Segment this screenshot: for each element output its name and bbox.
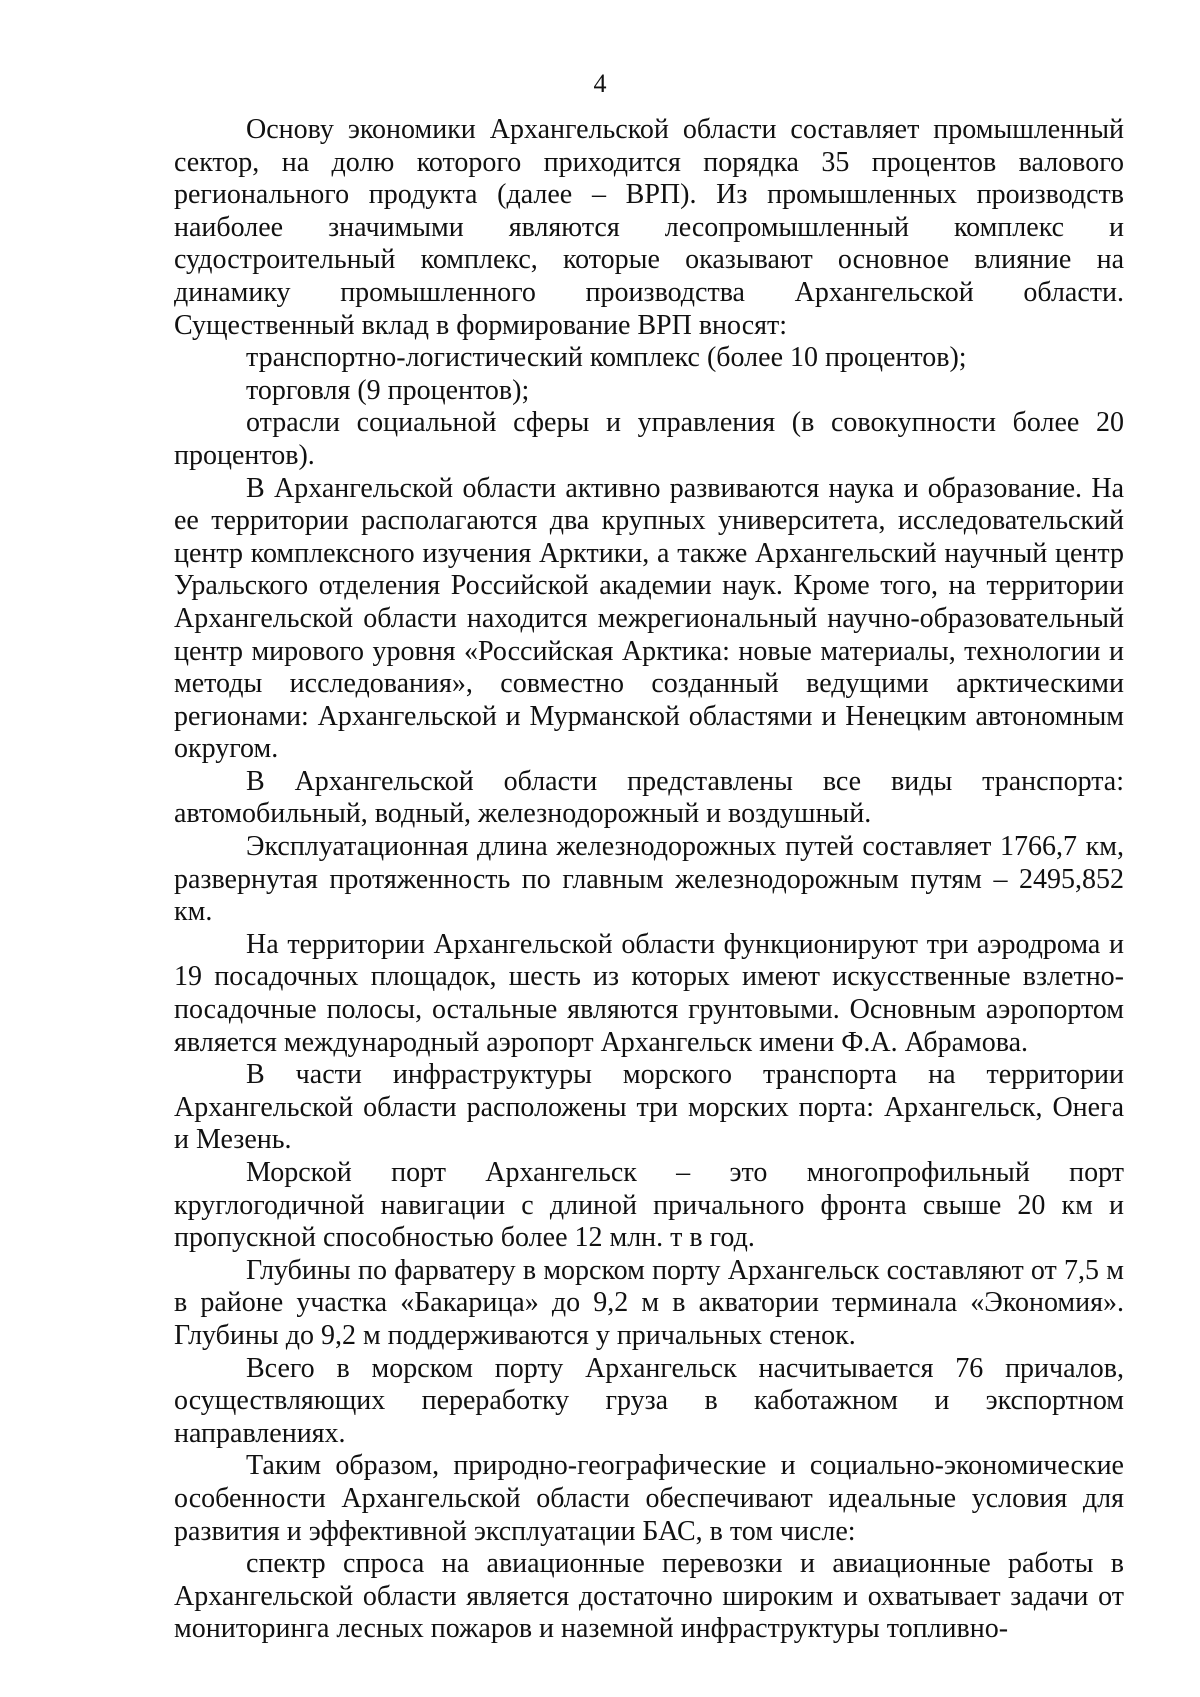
list-item-trade: торговля (9 процентов); — [246, 374, 530, 406]
list-item-transport-logistics: транспортно-логистический комплекс (более 10 процентов); — [246, 342, 967, 374]
document-body — [174, 114, 1124, 1646]
list-item-social-sphere: отрасли социальной сферы и управления (в совокупности более 20 процентов). — [174, 407, 1124, 471]
paragraph-port-arkhangelsk: Морской порт Архангельск – это многопрофильный порт круглогодичной навигации с длиной причального фронта свыше 20 км и пропускной способностью более 12 млн. т в год. — [174, 1157, 1124, 1254]
paragraph-economy: Основу экономики Архангельской области составляет промышленный сектор, на долю которого приходится порядка 35 процентов валового регионального продукта (далее – ВРП). Из промышленных производств наиболее значимыми являются лесопромышленный комплекс и судостроительный комплекс, которые оказывают основное влияние на динамику промышленного производства Архангельской области. Существенный вклад в формирование ВРП вносят: — [174, 114, 1124, 341]
paragraph-berths: Всего в морском порту Архангельск насчитывается 76 причалов, осуществляющих переработку груза в каботажном и экспортном направлениях. — [174, 1352, 1124, 1449]
paragraph-conclusion: Таким образом, природно-географические и социально-экономические особенности Архангельской области обеспечивают идеальные условия для развития и эффективной эксплуатации БАС, в том числе: — [174, 1450, 1124, 1547]
paragraph-science-education: В Архангельской области активно развиваются наука и образование. На ее территории располагаются два крупных университета, исследовательский центр комплексного изучения Арктики, а также Архангельский научный центр Уральского отделения Российской академии наук. Кроме того, на территории Архангельской области находится межрегиональный научно-образовательный центр мирового уровня «Российская Арктика: новые материалы, технологии и методы исследования», совместно созданный ведущими арктическими регионами: Архангельской и Мурманской областями и Ненецким автономным округом. — [174, 472, 1124, 765]
paragraph-sea-ports: В части инфраструктуры морского транспорта на территории Архангельской области расположены три морских порта: Архангельск, Онега и Мезень. — [174, 1059, 1124, 1156]
paragraph-railways: Эксплуатационная длина железнодорожных путей составляет 1766,7 км, развернутая протяженность по главным железнодорожным путям – 2495,852 км. — [174, 831, 1124, 928]
paragraph-transport-types: В Архангельской области представлены все виды транспорта: автомобильный, водный, железнодорожный и воздушный. — [174, 765, 1124, 830]
paragraph-fairway-depths: Глубины по фарватеру в морском порту Архангельск составляют от 7,5 м в районе участка «Бакарица» до 9,2 м в акватории терминала «Экономия». Глубины до 9,2 м поддерживаются у причальных стенок. — [174, 1254, 1124, 1351]
list-item-aviation-demand: спектр спроса на авиационные перевозки и авиационные работы в Архангельской области является достаточно широким и охватывает задачи от мониторинга лесных пожаров и наземной инфраструктуры топливно- — [174, 1548, 1124, 1645]
paragraph-airfields: На территории Архангельской области функционируют три аэродрома и 19 посадочных площадок, шесть из которых имеют искусственные взлетно-посадочные полосы, остальные являются грунтовыми. Основным аэропортом является международный аэропорт Архангельск имени Ф.А. Абрамова. — [174, 928, 1124, 1058]
page-number: 4 — [593, 69, 607, 98]
